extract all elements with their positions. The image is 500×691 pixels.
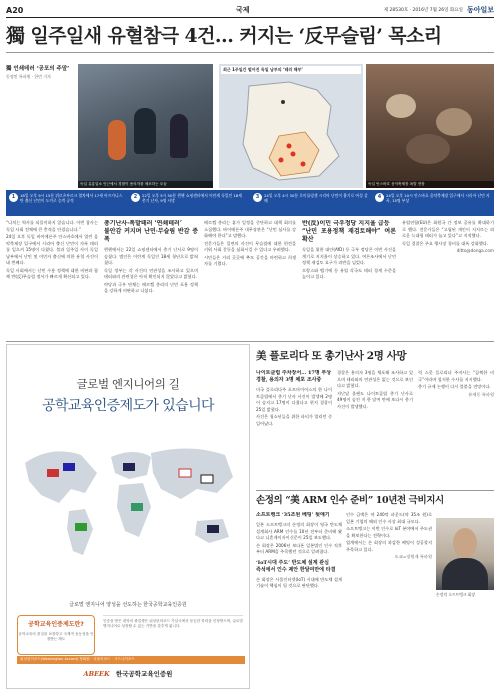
timeline-text: 18일 오후 9시 15분 뷔르츠부르크 열차에서 17세 아프가니스탄 출신 난민이 도끼로 승객 공격 (20, 193, 123, 203)
flag-marker (179, 469, 191, 477)
timeline-text: 22일 오후 5시 50분 뮌헨 쇼핑센터에서 이란계 독일인 18세 총기 난사, 9명 사망 (142, 193, 242, 203)
photo-figure (108, 120, 126, 160)
photo-figure (134, 108, 156, 154)
ad-question-box (17, 615, 95, 655)
header-rule (6, 17, 494, 18)
section-divider (256, 490, 494, 491)
son-masayoshi-portrait (436, 518, 494, 590)
body-paragraph: 손 회장은 사물인터넷(IoT) 시대에 반도체 설계 기술이 핵심이 될 것으로 판단했다. (256, 576, 342, 588)
article-subhead: 나이트클럽 주차장서… 17명 부상 경찰, 용의자 3명 체포 조사중 (256, 370, 332, 383)
timeline-number: 1 (9, 193, 18, 202)
florida-headline: 美 플로리다 또 총기난사 2명 사망 (256, 350, 407, 362)
main-article-col-5 (402, 220, 494, 340)
body-paragraph: 독일 사회에서는 난민 수용 정책에 대한 비판과 함께 반(反)무슬림 정서가 빠르게 확산되고 있다. (6, 267, 98, 279)
map-graphic (219, 76, 363, 188)
softbank-col-2 (346, 512, 432, 688)
portrait-suit (442, 558, 488, 590)
body-paragraph: 독일 경찰은 주요 행사장 경비를 대폭 강화했다. (402, 240, 489, 246)
blast-site-photo (366, 64, 494, 188)
issue-date: 제 28530호 · 2016년 7월 26일 화요일 (383, 8, 463, 13)
reporter-email: ditto@donga.com (456, 248, 494, 253)
main-headline: 獨 일주일새 유혈참극 4건… 커지는 ‘反무슬림’ 목소리 (6, 25, 442, 47)
ad-accord-bar: 워싱턴어코드(Washington Accord) 정회원 · 서울어코드 · 시드니어코드 (17, 656, 245, 664)
ad-question-body: 공학교육의 품질을 보장하고 국제적 동등성을 인정받는 제도 (18, 632, 94, 641)
softbank-col-1 (256, 512, 342, 688)
body-paragraph: “나치는 역사를 되풀이하지 않습니다. 이번 참사는 독일 사회 전체에 큰 충격을 안겼습니다.” (6, 220, 98, 232)
photo-blob (436, 108, 472, 136)
body-paragraph: 릭 스콧 플로리다 주지사는 “끔찍한 비극”이라며 철저한 수사를 지시했다. (418, 370, 494, 382)
timeline-number: 3 (253, 193, 262, 202)
flag-marker (201, 475, 213, 483)
page-number: A20 (6, 5, 24, 15)
ad-middle-text: 글로벌 엔지니어 양성을 선도하는 한국공학교육인증원 (69, 602, 187, 608)
body-paragraph: 24일 오후 독일 바이에른주 안스바흐에서 열린 음악축제장 입구에서 시리아 출신 난민이 자폭 테러를 일으켜 15명이 다쳤다. 불과 일주일 사이 독일 남부에서 난민 및 이민자 출신에 의한 유혈 사건이 네 번째다. (6, 234, 98, 265)
engineering-accreditation-ad[interactable] (6, 344, 250, 689)
timeline-item (6, 190, 128, 216)
byline-title: 獨 언쇄테러 ‘공포의 주말’ (6, 66, 70, 72)
body-paragraph: 시민들은 거리 곳곳에 추모 공간을 마련하고 희생자를 기렸다. (204, 254, 296, 266)
main-article-col-2 (104, 220, 198, 340)
timeline-item (250, 190, 372, 216)
timeline-item (372, 190, 494, 216)
body-paragraph: 지난달 올랜도 나이트클럽 총기 난사로 49명이 숨진 지 한 달여 만에 또다시 총기 사건이 발생했다. (337, 390, 413, 409)
germany-map (219, 64, 363, 188)
flag-marker (63, 463, 75, 471)
section-name: 국제 (236, 6, 250, 14)
body-paragraph: 업계에서는 손 회장의 과감한 베팅이 성공할지 주목하고 있다. (346, 540, 432, 552)
florida-col-1 (256, 370, 332, 488)
body-paragraph: 뮌헨에서는 22일 쇼핑센터에서 총기 난사로 9명이 숨졌다. 범인은 이란계 독일인 18세 청년으로 밝혀졌다. (104, 247, 198, 265)
body-paragraph: 소프트뱅크는 이번 인수로 IoT 분야에서 주도권을 확보한다는 전략이다. (346, 526, 432, 538)
body-paragraph: 일본 소프트뱅크의 손정의 회장이 영국 반도체 설계회사 ARM 인수를 10년 전부터 준비해 왔다고 니혼게이자이신문이 25일 보도했다. (256, 522, 342, 540)
incident-timeline (6, 190, 494, 216)
timeline-text: 24일 오후 4시 30분 로이틀링겐 시리아 난민이 흉기로 여성 살해 (264, 193, 368, 203)
body-paragraph: 미국 플로리다주 포트마이어스의 한 나이트클럽에서 총기 난사 사건이 발생해 2명이 숨지고 17명이 다쳤다고 현지 경찰이 25일 밝혔다. (256, 387, 332, 412)
body-paragraph: 전문가들은 일련의 사건이 무슬림에 대한 편견을 키워 사회 갈등을 심화시킬 수 있다고 우려했다. (204, 240, 296, 252)
article-subhead: ‘IoT시대 주도’ 반도체 설계 관심 즉석에서 인수 제안 한달여만에 타결 (256, 559, 336, 573)
photo-caption: 독일 안스바흐 음악축제장 폭발 현장 (366, 181, 494, 188)
newspaper-logo: 동아일보 (466, 5, 494, 14)
body-paragraph: 사건은 청소년들을 위한 파티가 열리던 중 일어났다. (256, 414, 332, 426)
photo-blob (386, 94, 416, 118)
photo-left-block (6, 64, 216, 188)
flag-marker (47, 469, 59, 477)
timeline-number: 2 (131, 193, 140, 202)
body-paragraph: 경찰은 용의자 3명을 체포해 조사하고 있으며 테러와의 연관성은 없는 것으로 보인다고 밝혔다. (337, 370, 413, 388)
photo-figure (170, 114, 188, 158)
portrait-face (453, 528, 477, 558)
ad-logo: ABEEK (83, 670, 110, 678)
reporter-email: 도쿄=장원재 특파원 (394, 554, 432, 559)
ad-footer (7, 669, 249, 678)
photo-caption: 독일 유흥업소 인근에서 경찰이 용의자를 체포하는 모습 (78, 181, 213, 188)
main-article-col-1 (6, 220, 98, 340)
headline-rule (6, 52, 494, 53)
ad-organization: 한국공학교육인증원 (115, 670, 173, 678)
reporter-email: 유재동 특파원 (468, 391, 494, 397)
main-article-col-3 (204, 220, 296, 340)
ad-title-1: 글로벌 엔지니어의 길 (76, 377, 180, 391)
florida-col-3 (418, 370, 494, 488)
flag-marker (131, 503, 143, 511)
section-divider (6, 341, 494, 342)
article-subhead: 소프트뱅크 ‘35조원 베팅’ 뒷얘기 (256, 512, 330, 518)
florida-col-2 (337, 370, 413, 488)
flag-marker (123, 463, 135, 471)
body-paragraph: 총기 규제 논쟁이 다시 불붙을 전망이다. (418, 384, 491, 389)
world-map-graphic (11, 433, 247, 568)
article-subhead: 총기난사·폭발테러 ‘연쇄테러’ 불안감 커지며 난민·무슬림 반감 증폭 (104, 220, 198, 243)
body-paragraph: 독일을 위한 대안(AfD) 등 극우 정당은 이번 사건을 계기로 지지율이 상승하고 있다. 여론조사에서 난민 정책 재검토 요구가 과반을 넘었다. (302, 247, 396, 265)
timeline-text: 24일 오후 10시 안스바흐 음악축제장 입구에서 시리아 난민 자폭, 15명 부상 (386, 193, 490, 203)
main-photo-strip (6, 64, 494, 188)
timeline-number: 4 (375, 193, 384, 202)
body-paragraph: 독일 정부는 각 사건의 연관성을 조사하고 있으며 테러와의 관련성은 아직 확인되지 않았다고 밝혔다. (104, 267, 198, 279)
softbank-headline: 손정의 “美 ARM 인수 준비” 10년전 극비지시 (256, 495, 444, 506)
map-title: 최근 1주일간 벌어진 독일 남부의 ‘테러 해부’ (221, 66, 361, 74)
body-paragraph: 프랑스와 벨기에 등 유럽 각국도 테러 경계 수준을 높이고 있다. (302, 267, 396, 279)
main-article-col-4 (302, 220, 396, 340)
timeline-item (128, 190, 250, 216)
body-paragraph: 인수 금액은 약 240억 파운드(약 35조 원)로 일본 기업의 해외 인수 사상 최대 규모다. (346, 512, 432, 524)
body-paragraph: 메르켈 총리는 휴가 일정을 중단하고 대책 회의를 소집했다. 바이에른주 내무장관은 “난민 심사를 강화해야 한다”고 말했다. (204, 220, 296, 238)
byline-author: 동정민 특파원 · 한민 기자 (6, 74, 51, 79)
ad-question-title: 공학교육인증제도란? (28, 621, 84, 628)
flag-marker (207, 525, 219, 533)
portrait-caption: 손정의 소프트뱅크 회장 (436, 592, 476, 597)
arrest-photo (78, 64, 213, 188)
ad-title-2: 공학교육인증제도가 있습니다 (42, 398, 214, 414)
photo-blob (406, 134, 450, 164)
body-paragraph: 유럽연합(EU)은 회원국 간 정보 공유를 확대하기로 했다. 전문가들은 “고립된 개인이 저지르는 외로운 늑대형 테러가 늘고 있다”고 지적했다. (402, 220, 494, 238)
body-paragraph: 손 회장은 2006년 보다폰 일본법인 인수 직후부터 ARM을 주목했던 것으로 알려졌다. (256, 542, 342, 554)
article-subhead: 반(反)이민 극우정당 지지율 급등 “난민 포용정책 재검토해야” 여론 확산 (302, 220, 396, 243)
body-paragraph: 야당과 극우 단체는 메르켈 총리의 난민 포용 정책을 강하게 비판하고 나섰다. (104, 281, 198, 293)
ad-info-text: 인증을 받은 대학의 졸업생은 워싱턴어코드 가입국에서 동등한 학력을 인정받으며, 글로벌 엔지니어로 성장할 수 있는 기반을 갖추게 됩니다. (103, 615, 243, 655)
flag-marker (75, 523, 87, 531)
page-header (6, 4, 494, 16)
